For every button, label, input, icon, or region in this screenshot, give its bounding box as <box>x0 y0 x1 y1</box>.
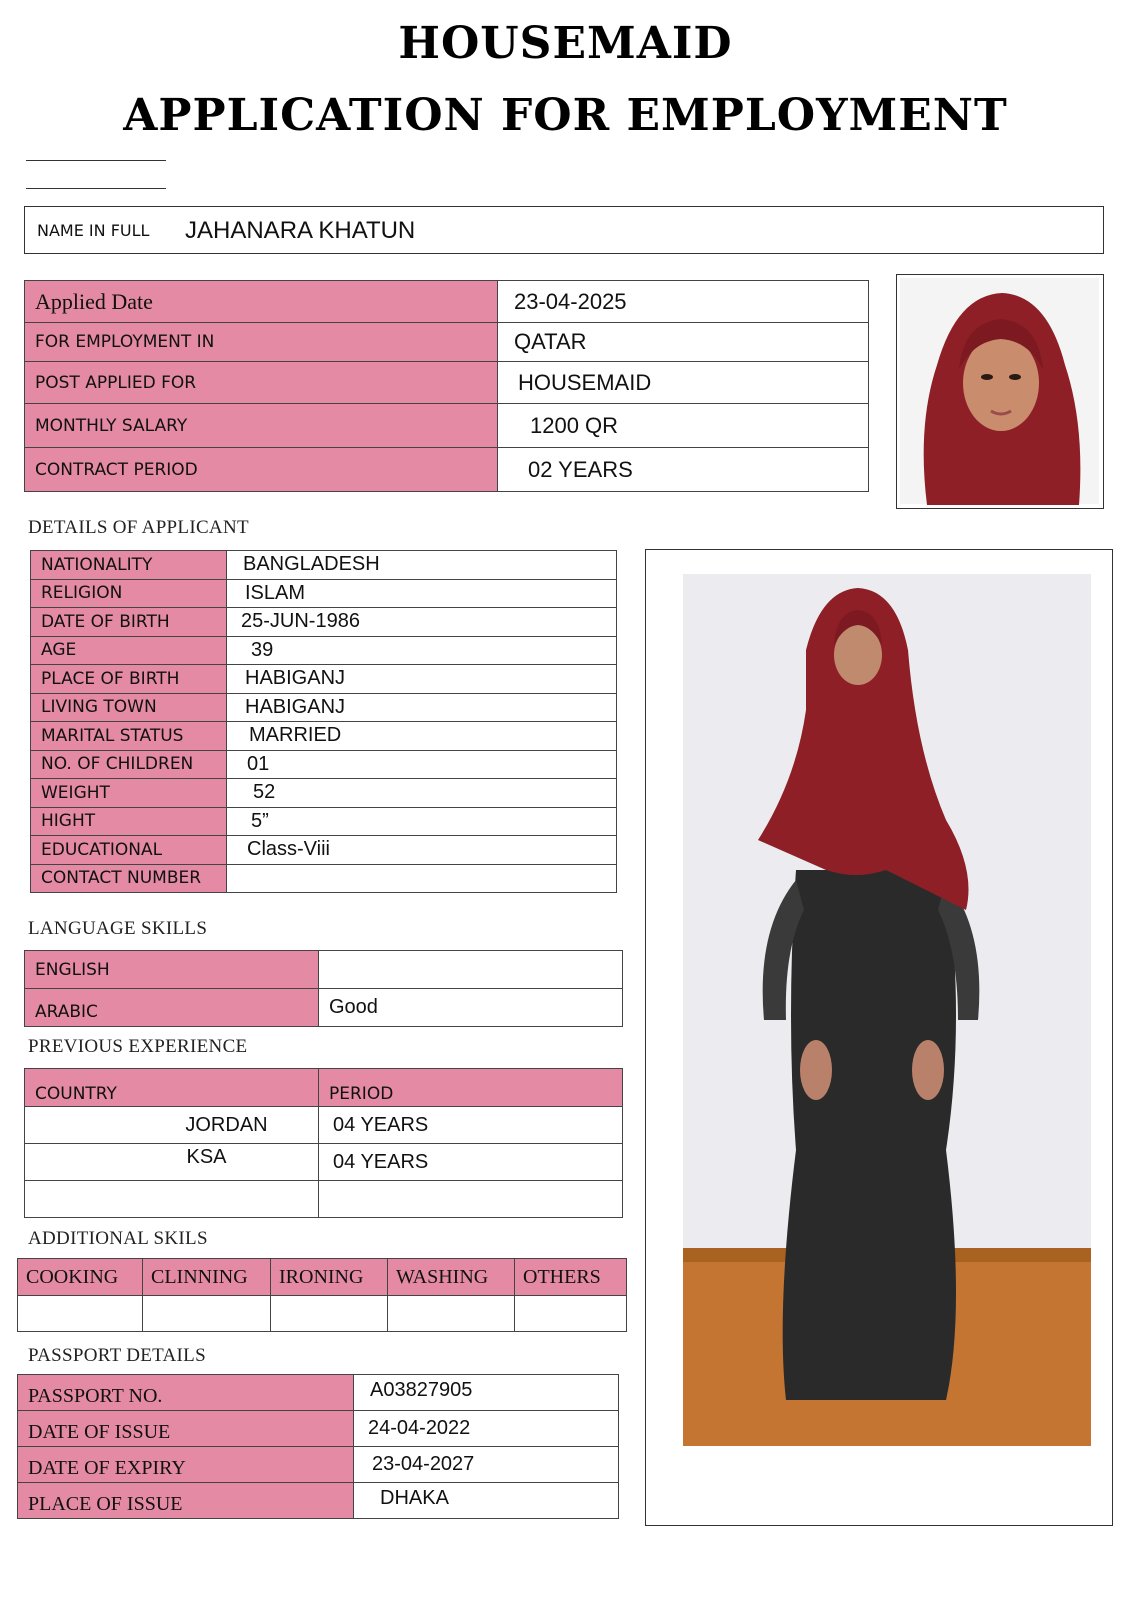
detail-label: NATIONALITY <box>41 554 153 575</box>
skill-ironing-cell <box>271 1296 388 1332</box>
table-row <box>18 1375 619 1411</box>
language-label: ARABIC <box>35 1002 98 1022</box>
title-line-1: HOUSEMAID <box>398 18 733 69</box>
detail-value: 39 <box>251 638 274 661</box>
experience-country: JORDAN <box>185 1113 268 1136</box>
detail-value: MARRIED <box>249 724 342 747</box>
employment-country-value: QATAR <box>514 329 587 354</box>
skill-cleaning-header: CLINNING <box>151 1265 248 1288</box>
reference-line-1 <box>26 160 166 161</box>
detail-label: AGE <box>41 640 77 661</box>
experience-country: KSA <box>186 1146 227 1168</box>
salary-value: 1200 QR <box>530 412 619 438</box>
post-value: HOUSEMAID <box>518 369 652 395</box>
detail-value: 01 <box>247 752 270 775</box>
applied-date-label: Applied Date <box>35 288 153 314</box>
table-row <box>31 608 617 637</box>
passport-value: DHAKA <box>380 1487 449 1509</box>
detail-value: HABIGANJ <box>245 695 346 718</box>
experience-period: 04 YEARS <box>333 1113 429 1136</box>
detail-value: Class-Viii <box>247 838 330 861</box>
skill-washing-header: WASHING <box>396 1265 489 1288</box>
table-row <box>25 1069 623 1107</box>
language-table <box>24 950 623 1027</box>
full-body-photo-frame <box>645 549 1113 1526</box>
salary-label: MONTHLY SALARY <box>35 415 188 436</box>
table-row <box>31 836 617 865</box>
skill-cooking-cell <box>18 1296 143 1332</box>
table-row <box>18 1483 619 1519</box>
table-row <box>31 722 617 751</box>
table-row <box>25 323 869 362</box>
detail-label: CONTACT NUMBER <box>41 868 202 889</box>
period-column-header: PERIOD <box>329 1084 394 1104</box>
table-row <box>25 1107 623 1144</box>
language-label: ENGLISH <box>35 959 110 980</box>
contract-label: CONTRACT PERIOD <box>35 459 198 480</box>
detail-label: NO. OF CHILDREN <box>41 754 194 775</box>
table-row <box>31 693 617 722</box>
skill-cooking-header: COOKING <box>26 1265 119 1288</box>
name-label: NAME IN FULL <box>37 221 150 240</box>
passport-photo <box>897 275 1102 507</box>
experience-heading: PREVIOUS EXPERIENCE <box>28 1036 248 1057</box>
detail-label: WEIGHT <box>41 782 110 803</box>
application-table <box>24 280 869 492</box>
passport-value: 23-04-2027 <box>372 1453 475 1475</box>
table-row <box>25 1144 623 1181</box>
detail-label: LIVING TOWN <box>41 697 157 718</box>
table-row <box>25 989 623 1027</box>
detail-value: 25-JUN-1986 <box>241 610 360 633</box>
details-heading: DETAILS OF APPLICANT <box>28 517 249 538</box>
skill-others-cell <box>515 1296 627 1332</box>
passport-label: PASSPORT NO. <box>28 1385 163 1407</box>
passport-label: PLACE OF ISSUE <box>28 1493 183 1515</box>
detail-value: 52 <box>253 781 276 804</box>
table-row <box>18 1447 619 1483</box>
passport-value: A03827905 <box>370 1379 473 1401</box>
skill-cleaning-cell <box>143 1296 271 1332</box>
detail-value: 5” <box>251 809 269 832</box>
experience-table <box>24 1068 623 1218</box>
table-row <box>25 404 869 448</box>
table-row <box>18 1296 627 1332</box>
table-row <box>18 1411 619 1447</box>
detail-label: DATE OF BIRTH <box>41 611 170 632</box>
country-column-header: COUNTRY <box>35 1084 117 1104</box>
table-row <box>31 636 617 665</box>
passport-heading: PASSPORT DETAILS <box>28 1345 206 1366</box>
skill-washing-cell <box>388 1296 515 1332</box>
name-value: JAHANARA KHATUN <box>185 217 416 244</box>
skills-heading: ADDITIONAL SKILS <box>28 1228 208 1249</box>
detail-label: HIGHT <box>41 811 96 832</box>
table-row <box>31 750 617 779</box>
passport-value: 24-04-2022 <box>368 1417 471 1439</box>
table-row <box>25 362 869 404</box>
detail-label: MARITAL STATUS <box>41 725 184 746</box>
table-row <box>25 951 623 989</box>
passport-photo-frame <box>896 274 1104 509</box>
table-row <box>25 448 869 492</box>
detail-value: ISLAM <box>245 581 306 604</box>
passport-table <box>17 1374 619 1519</box>
table-row <box>25 1181 623 1218</box>
language-value: Good <box>329 996 378 1018</box>
detail-label: RELIGION <box>41 583 123 604</box>
reference-line-2 <box>26 188 166 189</box>
name-box <box>24 206 1104 254</box>
full-body-photo <box>646 550 1111 1524</box>
detail-value: HABIGANJ <box>245 667 346 690</box>
contract-value: 02 YEARS <box>528 456 633 482</box>
passport-label: DATE OF EXPIRY <box>28 1457 186 1479</box>
skills-table <box>17 1258 627 1332</box>
table-row <box>31 665 617 694</box>
table-row <box>31 807 617 836</box>
detail-value: BANGLADESH <box>243 553 380 576</box>
table-row <box>25 281 869 323</box>
experience-period: 04 YEARS <box>333 1150 429 1173</box>
table-row <box>31 579 617 608</box>
skill-others-header: OTHERS <box>523 1265 601 1288</box>
details-table <box>30 550 617 893</box>
applied-date-value: 23-04-2025 <box>514 288 627 314</box>
table-row <box>18 1259 627 1296</box>
table-row <box>31 864 617 893</box>
title-line-2: APPLICATION FOR EMPLOYMENT <box>123 90 1008 141</box>
post-label: POST APPLIED FOR <box>35 372 197 393</box>
language-heading: LANGUAGE SKILLS <box>28 918 208 939</box>
detail-label: PLACE OF BIRTH <box>41 668 180 689</box>
table-row <box>31 779 617 808</box>
table-row <box>31 551 617 580</box>
passport-label: DATE OF ISSUE <box>28 1421 171 1443</box>
skill-ironing-header: IRONING <box>279 1265 364 1288</box>
detail-label: EDUCATIONAL <box>41 839 163 860</box>
employment-country-label: FOR EMPLOYMENT IN <box>35 332 215 352</box>
